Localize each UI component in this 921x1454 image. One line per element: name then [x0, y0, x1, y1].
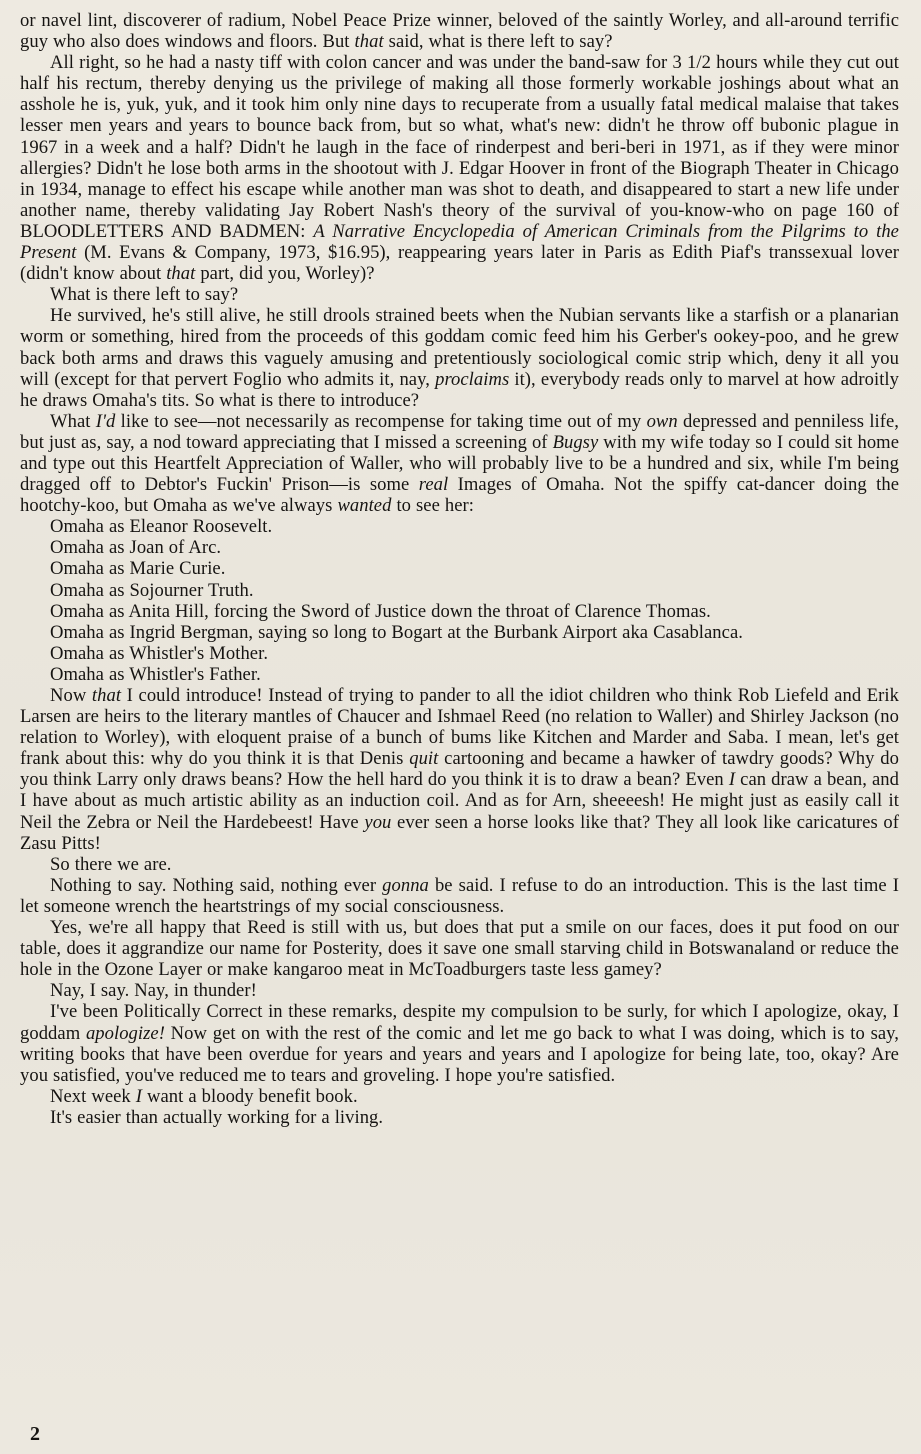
- list-item: Omaha as Eleanor Roosevelt.: [50, 516, 273, 538]
- list-item: Omaha as Joan of Arc.: [50, 537, 222, 559]
- body-text: [20, 10, 899, 1128]
- paragraph: Nay, I say. Nay, in thunder!: [50, 980, 257, 1002]
- page-number: 2: [30, 1423, 40, 1445]
- paragraph: All right, so he had a nasty tiff with colon cancer and was under the band-saw for 3 1/2 hours while they cut out half his rectum, thereby denying us the privilege of making all those formerly workable joshings about what an asshole he is, yuk, yuk, and it took him only nine days to recuperate from a usually fatal medical malaise that takes lesser men years and years to bounce back from, but so what, what's new: didn't he throw off bubonic plague in 1967 in a week and a half? Didn't he laugh in the face of rinderpest and beri-beri in 1971, as if they were minor allergies? Didn't he lose both arms in the shootout with J. Edgar Hoover in front of the Biograph Theater in Chicago in 1934, manage to effect his escape while another man was shot to death, and disappeared to start a new life under another name, thereby validating Jay Robert Nash's theory of the survival of you-know-who on page 160 of BLOODLETTERS AND BADMEN: A Narrative Encyclopedia of American Criminals from the Pilgrims to the Present (M. Evans & Company, 1973, $16.95), reappearing years later in Paris as Edith Piaf's transsexual lover (didn't know about that part, did you, Worley)?: [20, 52, 899, 285]
- list-item: Omaha as Ingrid Bergman, saying so long to Bogart at the Burbank Airport aka Casablanca.: [50, 621, 743, 643]
- list-item: Omaha as Whistler's Father.: [50, 663, 261, 685]
- paragraph: Yes, we're all happy that Reed is still with us, but does that put a smile on our faces, does it put food on our table, does it aggrandize our name for Posterity, does it save one small starving child in Botswanaland or reduce the hole in the Ozone Layer or make kangaroo meat in McToadburgers taste less gamey?: [20, 917, 899, 981]
- paragraph: It's easier than actually working for a living.: [50, 1106, 384, 1128]
- list-item: Omaha as Whistler's Mother.: [50, 642, 269, 664]
- paragraph: Now that I could introduce! Instead of trying to pander to all the idiot children who think Rob Liefeld and Erik Larsen are heirs to the literary mantles of Chaucer and Ishmael Reed (no relation to Waller) and Shirley Jackson (no relation to Worley), with eloquent praise of a bunch of bums like Kitchen and Marder and Saba. I mean, let's get frank about this: why do you think it is that Denis quit cartooning and became a hawker of tawdry goods? Why do you think Larry only draws beans? How the hell hard do you think it is to draw a bean? Even I can draw a bean, and I have about as much artistic ability as an induction coil. And as for Arn, sheeeesh! He might just as easily call it Neil the Zebra or Neil the Hardebeest! Have you ever seen a horse looks like that? They all look like caricatures of Zasu Pitts!: [20, 685, 899, 854]
- paragraph: or navel lint, discoverer of radium, Nobel Peace Prize winner, beloved of the saintly Worley, and all-around terrific guy who also does windows and floors. But that said, what is there left to say?: [20, 10, 899, 53]
- paragraph: What is there left to say?: [50, 284, 239, 306]
- paragraph: Next week I want a bloody benefit book.: [50, 1085, 358, 1107]
- paragraph: What I'd like to see—not necessarily as recompense for taking time out of my own depressed and penniless life, but just as, say, a nod toward appreciating that I missed a screening of Bugsy with my wife today so I could sit home and type out this Heartfelt Appreciation of Waller, who will probably live to be a hundred and six, while I'm being dragged off to Debtor's Fuckin' Prison—is some real Images of Omaha. Not the spiffy cat-dancer doing the hootchy-koo, but Omaha as we've always wanted to see her:: [20, 410, 900, 517]
- list-item: Omaha as Sojourner Truth.: [50, 579, 254, 601]
- paragraph: Nothing to say. Nothing said, nothing ever gonna be said. I refuse to do an introduction. This is the last time I let someone wrench the heartstrings of my social consciousness.: [20, 874, 899, 917]
- paragraph: He survived, he's still alive, he still drools strained beets when the Nubian servants like a starfish or a planarian worm or something, hired from the proceeds of this goddam comic feed him his Gerber's ookey-poo, and he grew back both arms and draws this vaguely amusing and pretentiously sociological comic strip which, deny it all you will (except for that pervert Foglio who admits it, nay, proclaims it), everybody reads only to marvel at how adroitly he draws Omaha's tits. So what is there to introduce?: [20, 305, 899, 411]
- list-item: Omaha as Marie Curie.: [50, 558, 226, 580]
- paragraph: I've been Politically Correct in these remarks, despite my compulsion to be surly, for which I apologize, okay, I goddam apologize! Now get on with the rest of the comic and let me go back to what I was doing, which is to say, writing books that have been overdue for years and years and years and I apologize for being late, too, okay? Are you satisfied, you've reduced me to tears and groveling. I hope you're satisfied.: [20, 1001, 899, 1086]
- paragraph: So there we are.: [50, 853, 172, 875]
- list-item: Omaha as Anita Hill, forcing the Sword of Justice down the throat of Clarence Thomas.: [50, 600, 711, 622]
